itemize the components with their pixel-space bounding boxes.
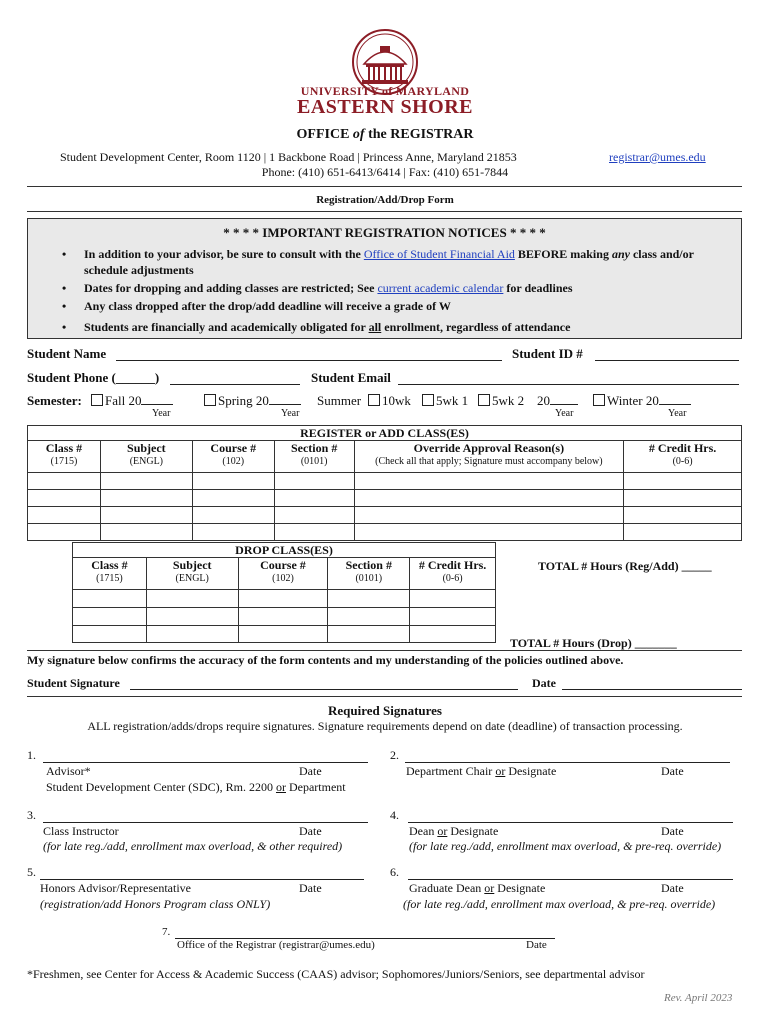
table-row [28,490,742,507]
advisor-location-note: Student Development Center (SDC), Rm. 2200 or Department [46,780,346,794]
student-id-field[interactable] [595,360,739,361]
drop-table-title: DROP CLASS(ES) [73,543,496,558]
signature-number: 6. [390,865,399,879]
spring-checkbox[interactable] [204,394,216,406]
total-hours-drop: TOTAL # Hours (Drop) _______ [510,636,677,650]
winter-checkbox[interactable] [593,394,605,406]
divider [27,186,742,187]
student-signature-label: Student Signature [27,676,120,690]
dean-date-label: Date [661,824,684,838]
drop-header-class: Class # (1715) [73,558,147,590]
bullet-icon: • [62,320,67,334]
graduate-dean-note: (for late reg./add, enrollment max overload, & pre-req. override) [403,897,716,911]
notice-item: • Dates for dropping and adding classes are restricted; See current academic calendar for deadlines [62,281,573,295]
drop-header-course: Course # (102) [238,558,328,590]
year-label: Year [281,408,300,419]
confirmation-statement: My signature below confirms the accuracy of the form contents and my understanding of the policies outlined above. [27,653,624,667]
notice-item: • Students are financially and academically obligated for all enrollment, regardless of attendance [62,320,571,334]
class-instructor-note: (for late reg./add, enrollment max overload, & other required) [43,839,343,853]
winter-option[interactable]: Winter 20 [593,393,691,409]
university-logo [296,28,474,124]
required-signatures-subtitle: ALL registration/adds/drops require signatures. Signature requirements depend on date (deadline) of transaction processing. [87,719,683,733]
signature-number: 2. [390,748,399,762]
summer-5wk1-option[interactable]: 5wk 1 [422,393,468,409]
signature-number: 4. [390,808,399,822]
department-chair-signature-line[interactable] [405,762,730,763]
bullet-icon: • [62,281,67,295]
register-table [27,425,742,541]
signature-number: 7. [162,926,171,938]
year-label: Year [668,408,687,419]
student-email-field[interactable] [398,384,739,385]
logo-line-university: UNIVERSITY of MARYLAND [300,84,470,98]
office-phone: Phone: (410) 651-6413/6414 | Fax: (410) 651-7844 [261,165,509,179]
dean-note: (for late reg./add, enrollment max overload, & pre-req. override) [409,839,722,853]
table-row [28,524,742,541]
student-date-field[interactable] [562,689,742,690]
financial-aid-link[interactable]: Office of Student Financial Aid [363,247,515,261]
summer-5wk2-checkbox[interactable] [478,394,490,406]
registrar-date-label: Date [526,939,547,951]
spring-option[interactable]: Spring 20 [204,393,301,409]
class-instructor-date-label: Date [299,824,322,838]
divider [27,211,742,212]
drop-header-section: Section # (0101) [328,558,410,590]
revision-date: Rev. April 2023 [664,992,733,1004]
table-row [73,626,496,643]
semester-row [27,393,747,423]
divider [27,696,742,697]
honors-advisor-date-label: Date [299,881,322,895]
dean-role: Dean or Designate [409,824,499,838]
office-address: Student Development Center, Room 1120 | 1 Backbone Road | Princess Anne, Maryland 21853 [60,150,517,164]
student-id-label: Student ID # [512,346,583,361]
register-header-class: Class # (1715) [28,441,101,473]
graduate-dean-role: Graduate Dean or Designate [409,881,546,895]
honors-advisor-role: Honors Advisor/Representative [40,881,191,895]
student-name-label: Student Name [27,346,107,361]
drop-header-credits: # Credit Hrs. (0-6) [410,558,496,590]
academic-calendar-link[interactable]: current academic calendar [377,281,504,295]
register-header-credits: # Credit Hrs. (0-6) [624,441,742,473]
graduate-dean-signature-line[interactable] [408,879,733,880]
student-email-label: Student Email [311,370,391,385]
advisor-footnote: *Freshmen, see Center for Access & Academic Success (CAAS) advisor; Sophomores/Juniors/Seniors, see departmental advisor [27,967,645,981]
advisor-date-label: Date [299,764,322,778]
student-date-label: Date [532,676,556,690]
class-instructor-role: Class Instructor [43,824,119,838]
register-header-course: Course # (102) [192,441,274,473]
register-header-section: Section # (0101) [274,441,354,473]
summer-label: Summer [317,393,362,408]
form-title: Registration/Add/Drop Form [316,194,454,206]
table-row [28,507,742,524]
notice-item: • Any class dropped after the drop/add deadline will receive a grade of W [62,299,451,313]
dean-signature-line[interactable] [408,822,733,823]
registrar-role: Office of the Registrar (registrar@umes.edu) [177,939,375,951]
fall-checkbox[interactable] [91,394,103,406]
honors-advisor-note: (registration/add Honors Program class ONLY) [40,897,271,911]
divider [27,650,742,651]
summer-5wk2-option[interactable]: 5wk 2 [478,393,524,409]
notice-item: • In addition to your advisor, be sure to consult with the Office of Student Financial Aid BEFORE making any class and/or schedule adjustments [62,247,694,277]
registrar-email-link[interactable]: registrar@umes.edu [609,150,706,164]
semester-label: Semester: [27,393,82,408]
department-chair-role: Department Chair or Designate [406,764,557,778]
register-table-title: REGISTER or ADD CLASS(ES) [28,426,742,441]
bullet-icon: • [62,299,67,313]
register-header-subject: Subject (ENGL) [100,441,192,473]
logo-line-eastern-shore: EASTERN SHORE [297,96,473,118]
signature-number: 3. [27,808,36,822]
year-label: Year [555,408,574,419]
office-title: OFFICE of the REGISTRAR [296,127,474,142]
student-phone-field[interactable] [170,384,300,385]
required-signatures-title: Required Signatures [327,703,442,718]
table-row [73,590,496,608]
fall-option[interactable]: Fall 20 [91,393,173,409]
summer-10wk-option[interactable]: 10wk [368,393,411,409]
summer-5wk1-checkbox[interactable] [422,394,434,406]
department-chair-date-label: Date [661,764,684,778]
graduate-dean-date-label: Date [661,881,684,895]
register-header-override: Override Approval Reason(s) (Check all that apply; Signature must accompany below) [354,441,624,473]
total-hours-reg-add: TOTAL # Hours (Reg/Add) _____ [538,559,712,573]
student-name-field[interactable] [116,360,502,361]
year-label: Year [152,408,171,419]
advisor-role: Advisor* [46,764,91,778]
signature-number: 5. [27,865,36,879]
table-row [28,473,742,490]
advisor-signature-line[interactable] [43,762,368,763]
student-phone-label: Student Phone (______) [27,370,160,385]
honors-advisor-signature-line[interactable] [40,879,364,880]
signature-number: 1. [27,748,36,762]
table-row [73,608,496,626]
important-notices-box [27,218,742,339]
student-signature-field[interactable] [130,689,518,690]
bullet-icon: • [62,247,67,261]
notices-heading: * * * * IMPORTANT REGISTRATION NOTICES * * * * [223,225,546,240]
class-instructor-signature-line[interactable] [43,822,368,823]
summer-10wk-checkbox[interactable] [368,394,380,406]
drop-table [72,542,496,643]
summer-year[interactable]: 20 [537,393,578,409]
drop-header-subject: Subject (ENGL) [146,558,238,590]
